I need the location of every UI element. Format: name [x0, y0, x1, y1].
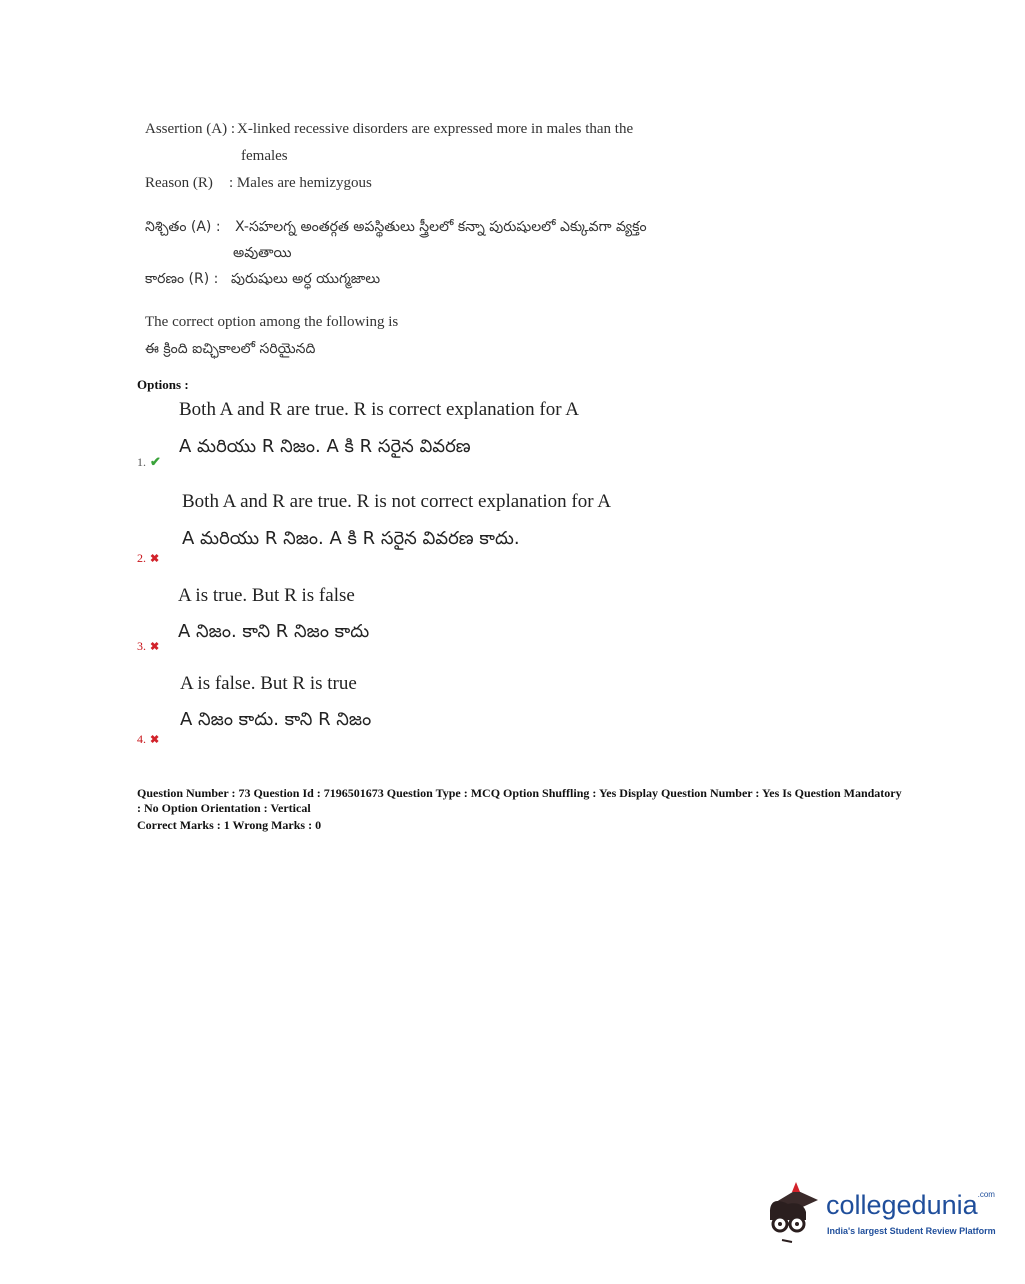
option-2-telugu[interactable]: A మరియు R నిజం. A కి R సరైన వివరణ కాదు. [182, 528, 520, 549]
option-4-telugu[interactable]: A నిజం కాదు. కాని R నిజం [180, 709, 372, 730]
assertion-label: Assertion (A) : [145, 121, 235, 137]
option-2-english[interactable]: Both A and R are true. R is not correct explanation for A [182, 491, 611, 512]
reason-label: Reason (R) [145, 175, 213, 191]
collegedunia-logo [766, 1178, 996, 1248]
option-4-marker [137, 730, 159, 748]
question-metadata: Question Number : 73 Question Id : 7196501673 Question Type : MCQ Option Shuffling : Yes Display Question Number : Yes Is Question Mandatory : No Option Orientation : Vertical [137, 786, 902, 815]
option-1-marker [137, 453, 161, 471]
check-icon: ✔ [150, 454, 161, 469]
cross-icon: ✖ [150, 553, 160, 565]
assertion-line2: females [241, 148, 288, 164]
logo-suffix: .com [977, 1190, 995, 1199]
reason-text: : Males are hemizygous [229, 175, 372, 191]
options-heading: Options : [137, 377, 189, 392]
telugu-reason-label: కారణం (R) : [145, 271, 219, 287]
option-3-number: 3. [137, 639, 146, 653]
cross-icon: ✖ [150, 641, 160, 653]
option-1-english[interactable]: Both A and R are true. R is correct explanation for A [179, 399, 579, 420]
logo-name: collegedunia [826, 1190, 978, 1220]
option-3-marker [137, 637, 159, 655]
option-3-telugu[interactable]: A నిజం. కాని R నిజం కాదు [178, 621, 370, 642]
option-3-english[interactable]: A is true. But R is false [178, 585, 355, 606]
telugu-assertion-label: నిశ్చితం (A) : [145, 219, 221, 235]
option-2-number: 2. [137, 551, 146, 565]
cross-icon: ✖ [150, 734, 160, 746]
logo-tagline: India's largest Student Review Platform [827, 1226, 996, 1236]
mascot-icon [766, 1178, 826, 1248]
telugu-assertion-line2: అవుతాయి [233, 245, 292, 261]
assertion-line1: X-linked recessive disorders are expressed more in males than the [237, 121, 634, 137]
option-2-marker [137, 549, 159, 567]
logo-wordmark [826, 1190, 995, 1221]
prompt-telugu: ఈ క్రింది ఐచ్ఛికాలలో సరియైనది [145, 341, 316, 357]
option-4-english[interactable]: A is false. But R is true [180, 673, 357, 694]
option-1-telugu[interactable]: A మరియు R నిజం. A కి R సరైన వివరణ [179, 436, 471, 457]
telugu-assertion-line1: X-సహలగ్న అంతర్గత అపస్థితులు స్త్రీలలో కన్నా పురుషులలో ఎక్కువగా వ్యక్తం [235, 219, 647, 235]
telugu-reason-text: పురుషులు అర్ధ యుగ్మజాలు [231, 271, 381, 287]
option-1-number: 1. [137, 455, 146, 469]
prompt-english: The correct option among the following is [145, 314, 399, 330]
marks-info: Correct Marks : 1 Wrong Marks : 0 [137, 818, 322, 832]
option-4-number: 4. [137, 732, 146, 746]
